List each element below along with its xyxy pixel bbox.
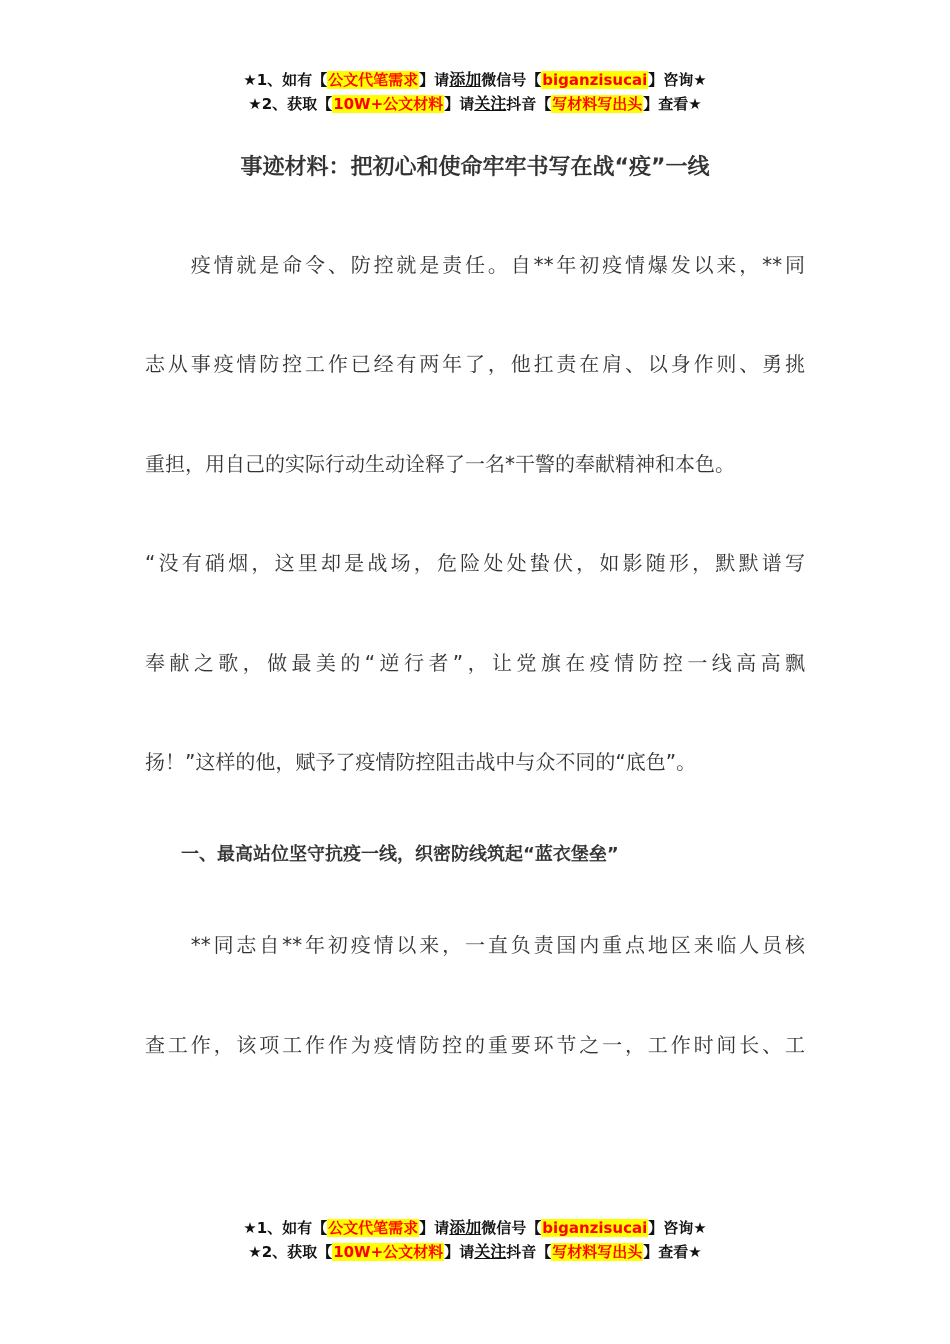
body-line: 疫情就是命令、防控就是责任。自**年初疫情爆发以来，**同 bbox=[145, 253, 805, 277]
footer-banner bbox=[0, 1216, 950, 1264]
body-line: “没有硝烟，这里却是战场，危险处处蛰伏，如影随形，默默谱写 bbox=[145, 551, 805, 575]
section-heading: 一、最高站位坚守抗疫一线，织密防线筑起“蓝衣堡垒” bbox=[145, 844, 619, 865]
highlight-materials: 10W+公文材料 bbox=[333, 95, 444, 113]
body-line: **同志自**年初疫情以来，一直负责国内重点地区来临人员核 bbox=[145, 933, 805, 957]
highlight-service: 公文代笔需求 bbox=[328, 1219, 419, 1237]
body-line: 查工作，该项工作作为疫情防控的重要环节之一，工作时间长、工 bbox=[145, 1033, 805, 1057]
highlight-wechat-id: biganzisucai bbox=[542, 1219, 648, 1237]
header-banner bbox=[0, 68, 950, 116]
banner-line-2: ★2、获取【10W+公文材料】请关注抖音【写材料写出头】查看★ bbox=[248, 94, 702, 113]
body-line: 奉献之歌，做最美的“逆行者”，让党旗在疫情防控一线高高飘 bbox=[145, 651, 805, 675]
banner-line-2: ★2、获取【10W+公文材料】请关注抖音【写材料写出头】查看★ bbox=[248, 1242, 702, 1261]
highlight-materials: 10W+公文材料 bbox=[333, 1243, 444, 1261]
banner-line-1: ★1、如有【公文代笔需求】请添加微信号【biganzisucai】咨询★ bbox=[243, 70, 707, 89]
highlight-douyin: 写材料写出头 bbox=[552, 95, 643, 113]
document-title: 事迹材料：把初心和使命牢牢书写在战“疫”一线 bbox=[240, 155, 710, 180]
body-line: 志从事疫情防控工作已经有两年了，他扛责在肩、以身作则、勇挑 bbox=[145, 352, 805, 376]
body-line: 扬！”这样的他，赋予了疫情防控阻击战中与众不同的“底色”。 bbox=[145, 750, 697, 774]
body-line: 重担，用自己的实际行动生动诠释了一名*干警的奉献精神和本色。 bbox=[145, 452, 735, 476]
highlight-wechat-id: biganzisucai bbox=[542, 71, 648, 89]
highlight-douyin: 写材料写出头 bbox=[552, 1243, 643, 1261]
banner-line-1: ★1、如有【公文代笔需求】请添加微信号【biganzisucai】咨询★ bbox=[243, 1218, 707, 1237]
highlight-service: 公文代笔需求 bbox=[328, 71, 419, 89]
